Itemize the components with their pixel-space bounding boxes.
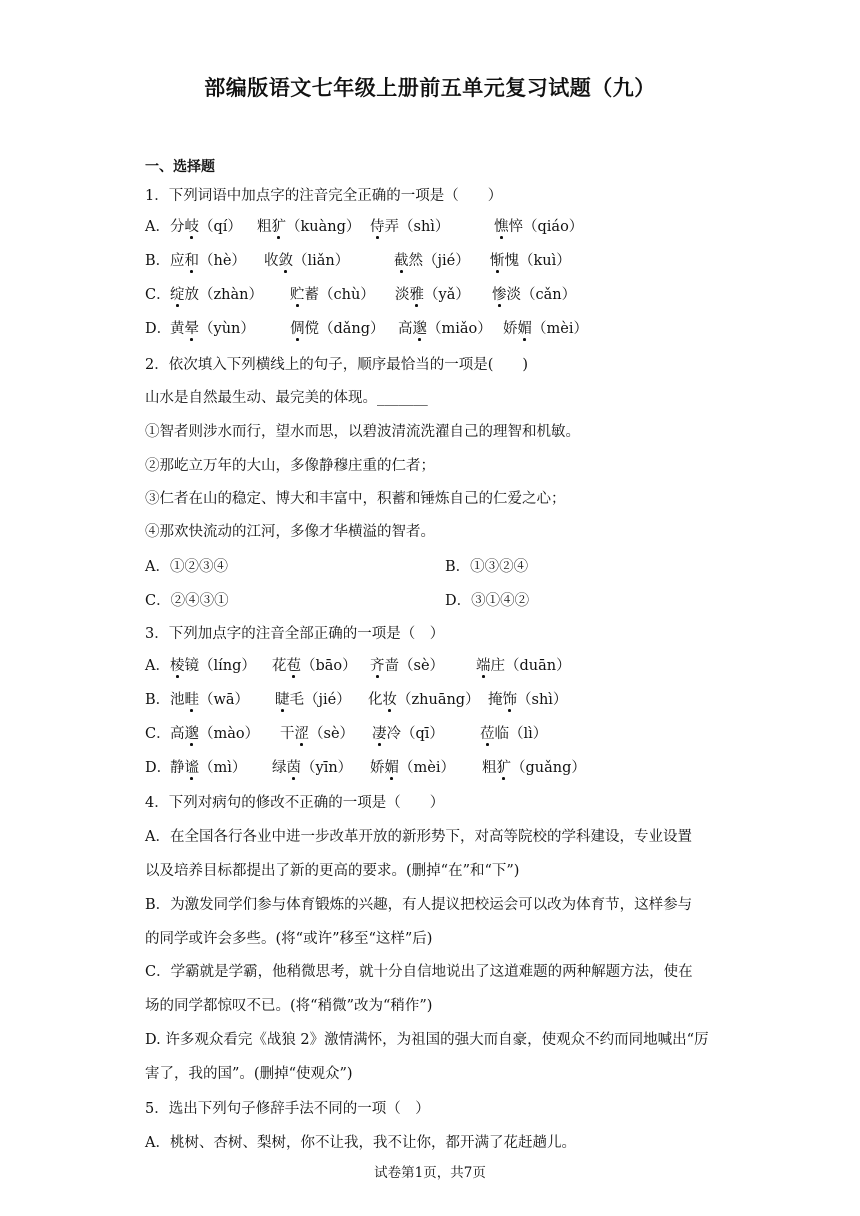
option-word: 干涩（sè） bbox=[280, 726, 355, 742]
q4-option-a[interactable]: A．在全国各行各业中进一步改革开放的新形势下，对高等院校的学科建设，专业设置 bbox=[145, 829, 692, 845]
dotted-character: 惨 bbox=[492, 287, 507, 303]
dotted-character: 邈 bbox=[184, 726, 199, 742]
option-word: 凄冷（qī） bbox=[372, 726, 444, 742]
option-word: 淡雅（yǎ） bbox=[395, 287, 470, 303]
option-word: 惨淡（cǎn） bbox=[492, 287, 577, 303]
option-label: B． bbox=[145, 692, 171, 708]
q1-stem: 1．下列词语中加点字的注音完全正确的一项是（ ） bbox=[145, 188, 503, 204]
option-word: 黄晕（yùn） bbox=[170, 321, 255, 337]
q3-option-d[interactable] bbox=[145, 758, 586, 778]
option-label: D． bbox=[145, 760, 172, 776]
option-word: 化妆（zhuāng） bbox=[368, 692, 480, 708]
option-word: 睫毛（jié） bbox=[275, 692, 351, 708]
option-word: 棱镜（líng） bbox=[170, 658, 256, 674]
q5-option-a[interactable]: A．桃树、杏树、梨树，你不让我，我不让你，都开满了花赶趟儿。 bbox=[145, 1135, 576, 1151]
q1-option-b[interactable] bbox=[145, 251, 571, 271]
q2-option-d[interactable]: D．③①④② bbox=[445, 593, 530, 609]
q2-sentence-4: ④那欢快流动的江河，多像才华横溢的智者。 bbox=[145, 524, 435, 540]
option-word: 池畦（wā） bbox=[170, 692, 250, 708]
dotted-character: 涩 bbox=[294, 726, 309, 742]
q1-option-a[interactable] bbox=[145, 217, 584, 237]
q4-stem: 4．下列对病句的修改不正确的一项是（ ） bbox=[145, 795, 445, 811]
option-word: 分岐（qí） bbox=[170, 219, 242, 235]
dotted-character: 敛 bbox=[278, 253, 293, 269]
option-word: 齐啬（sè） bbox=[370, 658, 445, 674]
option-word: 侍弄（shì） bbox=[370, 219, 450, 235]
q2-option-c[interactable]: C．②④③① bbox=[145, 593, 229, 609]
option-word: 收敛（liǎn） bbox=[264, 253, 350, 269]
dotted-character: 媚 bbox=[384, 760, 399, 776]
option-word: 娇媚（mèi） bbox=[370, 760, 455, 776]
dotted-character: 侍 bbox=[370, 219, 385, 235]
option-word: 高邈（mào） bbox=[170, 726, 260, 742]
dotted-character: 畦 bbox=[184, 692, 199, 708]
option-word: 端庄（duān） bbox=[476, 658, 571, 674]
dotted-character: 凄 bbox=[372, 726, 387, 742]
option-label: A． bbox=[145, 658, 170, 674]
dotted-character: 犷 bbox=[496, 760, 511, 776]
option-word: 娇媚（mèi） bbox=[503, 321, 588, 337]
q1-option-d[interactable] bbox=[145, 319, 588, 339]
option-word: 静谧（mì） bbox=[170, 760, 247, 776]
q5-stem: 5．选出下列句子修辞手法不同的一项（ ） bbox=[145, 1101, 430, 1117]
q2-lead-sentence: 山水是自然最生动、最完美的体现。_______ bbox=[145, 390, 428, 406]
dotted-character: 雅 bbox=[409, 287, 424, 303]
q4-option-d[interactable]: D. 许多观众看完《战狼 2》激情满怀，为祖国的强大而自豪，使观众不约而同地喊出“厉 bbox=[145, 1032, 709, 1048]
q2-sentence-1: ①智者则涉水而行，望水而思，以碧波清流洗濯自己的理智和机敏。 bbox=[145, 424, 580, 440]
dotted-character: 邈 bbox=[412, 321, 427, 337]
dotted-character: 妆 bbox=[382, 692, 397, 708]
option-label: A． bbox=[145, 219, 170, 235]
dotted-character: 惭 bbox=[490, 253, 505, 269]
dotted-character: 截 bbox=[394, 253, 409, 269]
option-word: 绽放（zhàn） bbox=[170, 287, 263, 303]
option-word: 粗犷（kuàng） bbox=[257, 219, 361, 235]
q3-option-b[interactable] bbox=[145, 690, 568, 710]
q4-option-d-cont: 害了，我的国”。(删掉“使观众”) bbox=[145, 1066, 353, 1082]
option-label: B． bbox=[145, 253, 171, 269]
option-word: 憔悴（qiáo） bbox=[494, 219, 584, 235]
q2-option-b[interactable]: B．①③②④ bbox=[445, 559, 529, 575]
q2-sentence-2: ②那屹立万年的大山，多像静穆庄重的仁者； bbox=[145, 458, 435, 474]
q4-option-a-cont: 以及培养目标都提出了新的更高的要求。(删掉“在”和“下”) bbox=[145, 863, 520, 879]
dotted-character: 莅 bbox=[480, 726, 495, 742]
q2-option-a[interactable]: A．①②③④ bbox=[145, 559, 228, 575]
option-word: 倜傥（dǎng） bbox=[290, 321, 385, 337]
dotted-character: 晕 bbox=[184, 321, 199, 337]
section-heading: 一、选择题 bbox=[145, 159, 215, 175]
option-word: 截然（jié） bbox=[394, 253, 470, 269]
dotted-character: 端 bbox=[476, 658, 491, 674]
dotted-character: 倜 bbox=[290, 321, 305, 337]
dotted-character: 贮 bbox=[290, 287, 305, 303]
q3-option-a[interactable] bbox=[145, 656, 571, 676]
dotted-character: 谧 bbox=[184, 760, 199, 776]
page-footer: 试卷第1页，共7页 bbox=[374, 1165, 486, 1181]
option-word: 高邈（miǎo） bbox=[398, 321, 492, 337]
dotted-character: 犷 bbox=[271, 219, 286, 235]
q4-option-c[interactable]: C．学霸就是学霸，他稍微思考，就十分自信地说出了这道难题的两种解题方法，使在 bbox=[145, 964, 693, 980]
dotted-character: 苞 bbox=[286, 658, 301, 674]
dotted-character: 和 bbox=[184, 253, 199, 269]
q3-option-c[interactable] bbox=[145, 724, 548, 744]
option-label: C． bbox=[145, 287, 171, 303]
option-word: 粗犷（guǎng） bbox=[482, 760, 586, 776]
q4-option-b[interactable]: B．为激发同学们参与体育锻炼的兴趣，有人提议把校运会可以改为体育节，这样参与 bbox=[145, 897, 693, 913]
dotted-character: 媚 bbox=[517, 321, 532, 337]
page-title: 部编版语文七年级上册前五单元复习试题（九） bbox=[204, 76, 656, 100]
q2-sentence-3: ③仁者在山的稳定、博大和丰富中，积蓄和锤炼自己的仁爱之心； bbox=[145, 491, 566, 507]
option-word: 莅临（lì） bbox=[480, 726, 548, 742]
q1-option-c[interactable] bbox=[145, 285, 577, 305]
option-label: D． bbox=[145, 321, 172, 337]
dotted-character: 齐 bbox=[370, 658, 385, 674]
option-word: 花苞（bāo） bbox=[272, 658, 357, 674]
dotted-character: 憔 bbox=[494, 219, 509, 235]
option-word: 掩饰（shì） bbox=[488, 692, 568, 708]
q4-option-b-cont: 的同学或许会多些。(将“或许”移至“这样”后) bbox=[145, 931, 433, 947]
dotted-character: 岐 bbox=[184, 219, 199, 235]
dotted-character: 饰 bbox=[502, 692, 517, 708]
q4-option-c-cont: 场的同学都惊叹不已。(将“稍微”改为“稍作”) bbox=[145, 998, 433, 1014]
option-word: 应和（hè） bbox=[170, 253, 246, 269]
dotted-character: 茵 bbox=[286, 760, 301, 776]
option-word: 绿茵（yīn） bbox=[272, 760, 353, 776]
option-word: 惭愧（kuì） bbox=[490, 253, 571, 269]
dotted-character: 棱 bbox=[170, 658, 185, 674]
q2-stem: 2．依次填入下列横线上的句子，顺序最恰当的一项是( ) bbox=[145, 357, 529, 373]
option-label: C． bbox=[145, 726, 171, 742]
q3-stem: 3．下列加点字的注音全部正确的一项是（ ） bbox=[145, 626, 445, 642]
dotted-character: 绽 bbox=[170, 287, 185, 303]
dotted-character: 睫 bbox=[275, 692, 290, 708]
option-word: 贮蓄（chù） bbox=[290, 287, 375, 303]
